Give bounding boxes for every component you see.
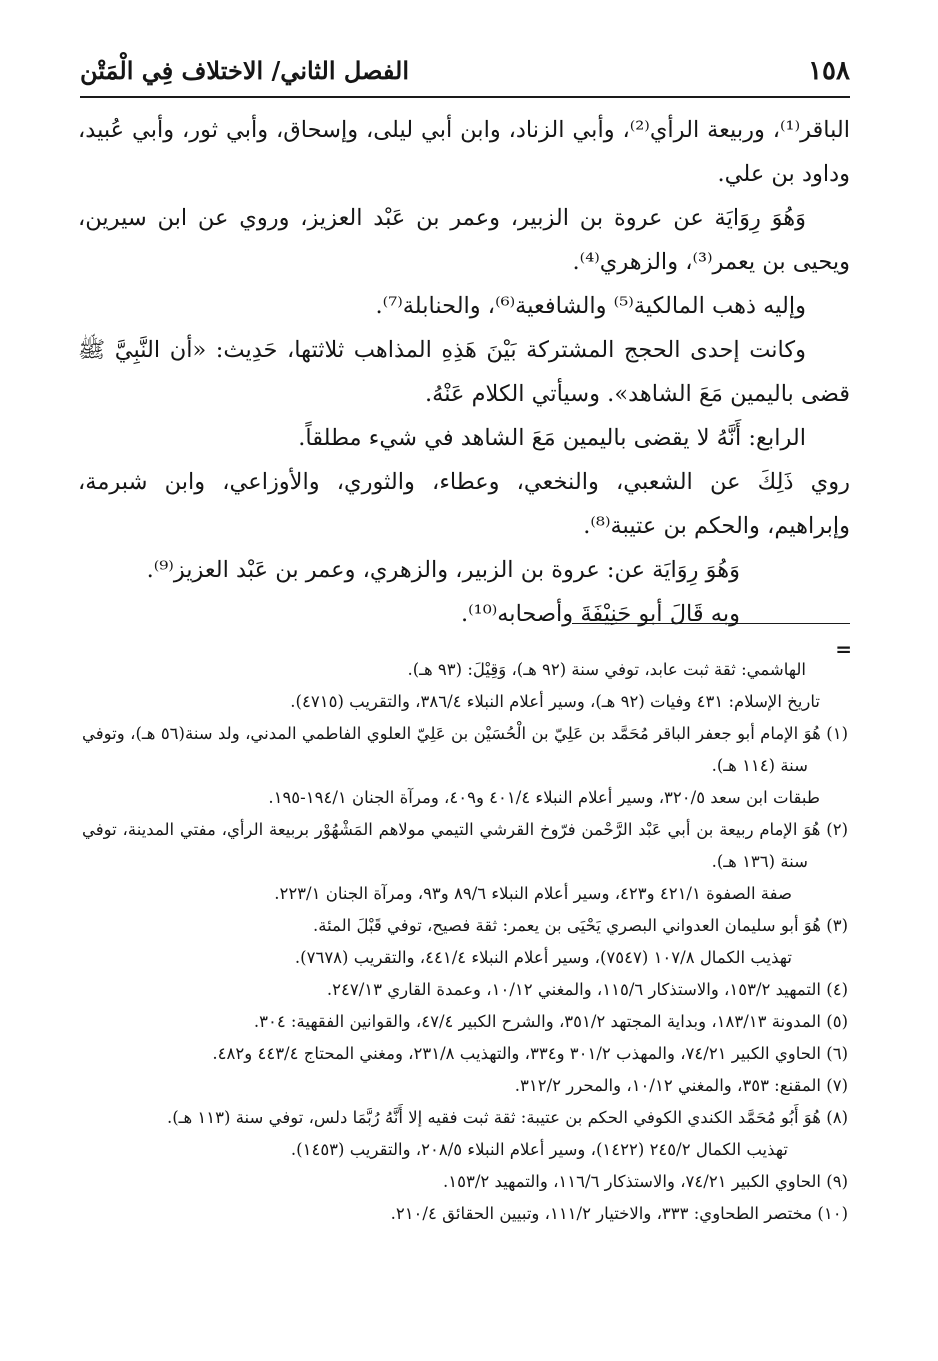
paragraph-1: الباقر⁽¹⁾، وربيعة الرأي⁽²⁾، وأبي الزناد، وابن أبي ليلى، وإسحاق، وأبي ثور، وأبي عُبيد، وداود بن علي. <box>78 117 851 187</box>
footnote-line: تهذيب الكمال ١٠٧/٨ (٧٥٤٧)، وسير أعلام النبلاء ٤٤١/٤، والتقريب (٧٦٧٨). <box>294 948 792 967</box>
footnote-line: طبقات ابن سعد ٣٢٠/٥، وسير أعلام النبلاء ٤٠١/٤ و٤٠٩، ومرآة الجنان ١٩٤/١-١٩٥. <box>268 788 820 807</box>
footnote-10: (١٠) مختصر الطحاوي: ٣٣٣، والاختيار ١١١/٢، وتبيين الحقائق ٢١٠/٤. <box>390 1204 848 1223</box>
footnote-2: (٢) هُوَ الإمام ربيعة بن أبي عَبْد الرَّحْمن فرّوخ القرشي التيمي مولاهم المَشْهُوْر بربيعة الرأي، مفتي المدينة، توفي سنة (١٣٦ هـ). <box>82 820 848 871</box>
paragraph-3: وإليه ذهب المالكية⁽⁵⁾ والشافعية⁽⁶⁾، والحنابلة⁽⁷⁾. <box>375 293 806 319</box>
paragraph-7: وَهُوَ رِوَايَة عن: عروة بن الزبير، والزهري، وعمر بن عَبْد العزيز⁽⁹⁾. <box>146 557 740 583</box>
paragraph-6: روي ذَلِكَ عن الشعبي، والنخعي، وعطاء، والثوري، والأوزاعي، وابن شبرمة، وإبراهيم، والحكم بن عتيبة⁽⁸⁾. <box>78 469 850 539</box>
paragraph-2: وَهُوَ رِوَايَة عن عروة بن الزبير، وعمر بن عَبْد العزيز، وروي عن ابن سيرين، ويحيى بن يعمر⁽³⁾، والزهري⁽⁴⁾. <box>78 205 850 275</box>
page-number: ١٥٨ <box>808 56 850 86</box>
footnote-6: (٦) الحاوي الكبير ٧٤/٢١، والمهذب ٣٠١/٢ و٣٣٤، والتهذيب ٢٣١/٨، ومغني المحتاج ٤٤٣/٤ و٤٨٢. <box>212 1044 848 1063</box>
footnotes <box>82 654 848 1230</box>
running-title: الفصل الثاني/ الاختلاف فِي الْمَتْن <box>80 56 409 85</box>
footnote-line: تهذيب الكمال ٢٤٥/٢ (١٤٢٢)، وسير أعلام النبلاء ٢٠٨/٥، والتقريب (١٤٥٣). <box>290 1140 788 1159</box>
footnote-9: (٩) الحاوي الكبير ٧٤/٢١، والاستذكار ١١٦/٦، والتمهيد ١٥٣/٢. <box>442 1172 848 1191</box>
footnote-5: (٥) المدونة ١٨٣/١٣، وبداية المجتهد ٣٥١/٢، والشرح الكبير ٤٧/٤، والقوانين الفقهية: ٣٠٤. <box>253 1012 848 1031</box>
footnote-line: تاريخ الإسلام: ٤٣١ وفيات (٩٢ هـ)، وسير أعلام النبلاء ٣٨٦/٤، والتقريب (٤٧١٥). <box>290 692 820 711</box>
footnote-4: (٤) التمهيد ١٥٣/٢، والاستذكار ١١٥/٦، والمغني ١٠/١٢، وعمدة القاري ٢٤٧/١٣. <box>326 980 848 999</box>
footnote-line: الهاشمي: ثقة ثبت عابد، توفي سنة (٩٢ هـ)، وَقِيْلَ: (٩٣ هـ). <box>407 660 806 679</box>
page-header <box>80 46 850 98</box>
paragraph-5: الرابع: أَنَّهُ لا يقضى باليمين مَعَ الشاهد في شيء مطلقاً. <box>298 425 806 451</box>
footnote-line: صفة الصفوة ٤٢١/١ و٤٢٣، وسير أعلام النبلاء ٨٩/٦ و٩٣، ومرآة الجنان ٢٢٣/١. <box>274 884 792 903</box>
footnote-3: (٣) هُوَ أبو سليمان العدواني البصري يَحْيَى بن يعمر: ثقة فصيح، توفي قَبْلَ المئة. <box>312 916 848 935</box>
footnote-1: (١) هُوَ الإمام أبو جعفر الباقر مُحَمَّد بن عَلِيّ بن الْحُسَيْن بن عَلِيّ العلوي الفاطمي المدني، ولد سنة(٥٦ هـ)، وتوفي سنة (١١٤ هـ). <box>82 724 849 775</box>
footnote-7: (٧) المقنع: ٣٥٣، والمغني ١٠/١٢، والمحرر ٣١٢/٢. <box>514 1076 848 1095</box>
footnote-8: (٨) هُوَ أَبُو مُحَمَّد الكندي الكوفي الحكم بن عتيبة: ثقة ثبت فقيه إلا أَنَّهُ رُبَّمَا دلس، توفي سنة (١١٣ هـ). <box>166 1108 848 1127</box>
paragraph-8: وبه قَالَ أبو حَنِيْفَةَ وأصحابه⁽¹⁰⁾. <box>460 601 740 627</box>
main-text <box>78 108 850 636</box>
footnote-continuation-mark: = <box>835 637 852 661</box>
paragraph-4: وكانت إحدى الحجج المشتركة بَيْنَ هَذِهِ المذاهب ثلاثتها، حَدِيث: «أن النَّبِيَّ ﷺ قضى باليمين مَعَ الشاهد». وسيأتي الكلام عَنْهُ. <box>78 337 850 407</box>
footnote-divider <box>572 623 850 624</box>
